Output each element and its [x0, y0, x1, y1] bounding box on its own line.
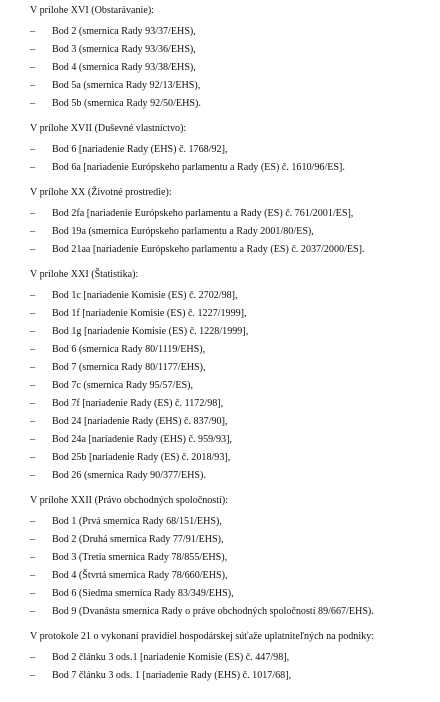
list-item-text: Bod 1 (Prvá smernica Rady 68/151/EHS),: [52, 516, 222, 527]
dash-bullet: –: [30, 244, 36, 255]
list-item-text: Bod 5b (smernica Rady 92/50/EHS).: [52, 98, 201, 109]
section-protocol-21: [0, 628, 440, 685]
dash-bullet: –: [30, 452, 36, 463]
dash-bullet: –: [30, 398, 36, 409]
list-item: [0, 359, 440, 377]
list-item: [0, 223, 440, 241]
list-item: [0, 567, 440, 585]
list-item: [0, 23, 440, 41]
list-item: [0, 305, 440, 323]
list-item-text: Bod 26 (smernica Rady 90/377/EHS).: [52, 470, 206, 481]
list-item-text: Bod 6 [nariadenie Rady (EHS) č. 1768/92],: [52, 144, 228, 155]
list-item: [0, 159, 440, 177]
section-heading: V protokole 21 o vykonaní pravidiel hospodárskej súťaže uplatniteľných na podniky:: [30, 631, 375, 642]
list-item-text: Bod 19a (smernica Európskeho parlamentu a Rady 2001/80/ES),: [52, 226, 314, 237]
list-item-text: Bod 4 (Štvrtá smernica Rady 78/660/EHS),: [52, 570, 228, 581]
dash-bullet: –: [30, 552, 36, 563]
dash-bullet: –: [30, 144, 36, 155]
list-item-text: Bod 4 (smernica Rady 93/38/EHS),: [52, 62, 196, 73]
dash-bullet: –: [30, 26, 36, 37]
list-item-text: Bod 1f [nariadenie Komisie (ES) č. 1227/1999],: [52, 308, 247, 319]
section-annex-xvi: [0, 2, 440, 120]
list-item: [0, 95, 440, 113]
list-item-text: Bod 9 (Dvanásta smernica Rady o práve obchodných spoločností 89/667/EHS).: [52, 606, 374, 617]
list-item-text: Bod 7 (smernica Rady 80/1177/EHS),: [52, 362, 206, 373]
list-item-text: Bod 6 (Siedma smernica Rady 83/349/EHS),: [52, 588, 234, 599]
list-item: [0, 41, 440, 59]
dash-bullet: –: [30, 162, 36, 173]
list-item: [0, 377, 440, 395]
dash-bullet: –: [30, 534, 36, 545]
dash-bullet: –: [30, 98, 36, 109]
list-item: [0, 413, 440, 431]
list-item-text: Bod 24 [nariadenie Rady (EHS) č. 837/90],: [52, 416, 228, 427]
section-heading: V prílohe XXII (Právo obchodných spoločností):: [30, 495, 229, 506]
list-item: [0, 287, 440, 305]
list-item-text: Bod 25b [nariadenie Rady (ES) č. 2018/93],: [52, 452, 231, 463]
dash-bullet: –: [30, 380, 36, 391]
dash-bullet: –: [30, 62, 36, 73]
section-heading: V prílohe XVI (Obstarávanie):: [30, 5, 154, 16]
list-item: [0, 649, 440, 667]
list-item: [0, 59, 440, 77]
list-item-text: Bod 6 (smernica Rady 80/1119/EHS),: [52, 344, 206, 355]
list-item-text: Bod 24a [nariadenie Rady (EHS) č. 959/93],: [52, 434, 232, 445]
list-item: [0, 513, 440, 531]
list-item-text: Bod 3 (smernica Rady 93/36/EHS),: [52, 44, 196, 55]
list-item-text: Bod 7f [nariadenie Rady (ES) č. 1172/98],: [52, 398, 224, 409]
dash-bullet: –: [30, 434, 36, 445]
dash-bullet: –: [30, 652, 36, 663]
section-heading: V prílohe XVII (Duševné vlastníctvo):: [30, 123, 187, 134]
list-item: [0, 77, 440, 95]
dash-bullet: –: [30, 44, 36, 55]
dash-bullet: –: [30, 326, 36, 337]
list-item-text: Bod 2 článku 3 ods.1 [nariadenie Komisie (ES) č. 447/98],: [52, 652, 290, 663]
dash-bullet: –: [30, 362, 36, 373]
list-item-text: Bod 2 (Druhá smernica Rady 77/91/EHS),: [52, 534, 224, 545]
dash-bullet: –: [30, 606, 36, 617]
list-item: [0, 603, 440, 621]
list-item: [0, 449, 440, 467]
list-item: [0, 585, 440, 603]
dash-bullet: –: [30, 208, 36, 219]
dash-bullet: –: [30, 308, 36, 319]
list-item-text: Bod 1c [nariadenie Komisie (ES) č. 2702/98],: [52, 290, 238, 301]
dash-bullet: –: [30, 570, 36, 581]
dash-bullet: –: [30, 290, 36, 301]
dash-bullet: –: [30, 80, 36, 91]
dash-bullet: –: [30, 344, 36, 355]
section-annex-xx: [0, 184, 440, 266]
list-item: [0, 467, 440, 485]
dash-bullet: –: [30, 670, 36, 681]
dash-bullet: –: [30, 516, 36, 527]
list-item-text: Bod 5a (smernica Rady 92/13/EHS),: [52, 80, 201, 91]
list-item: [0, 667, 440, 685]
list-item-text: Bod 21aa [nariadenie Európskeho parlamentu a Rady (ES) č. 2037/2000/ES].: [52, 244, 365, 255]
list-item-text: Bod 2fa [nariadenie Európskeho parlamentu a Rady (ES) č. 761/2001/ES],: [52, 208, 354, 219]
list-item: [0, 531, 440, 549]
dash-bullet: –: [30, 416, 36, 427]
section-annex-xvii: [0, 120, 440, 184]
list-item: [0, 549, 440, 567]
list-item-text: Bod 3 (Tretia smernica Rady 78/855/EHS),: [52, 552, 228, 563]
list-item-text: Bod 6a [nariadenie Európskeho parlamentu a Rady (ES) č. 1610/96/ES].: [52, 162, 345, 173]
list-item-text: Bod 7 článku 3 ods. 1 [nariadenie Rady (EHS) č. 1017/68],: [52, 670, 292, 681]
list-item: [0, 323, 440, 341]
list-item: [0, 205, 440, 223]
section-heading: V prílohe XX (Životné prostredie):: [30, 187, 172, 198]
section-annex-xxi: [0, 266, 440, 492]
list-item: [0, 395, 440, 413]
section-heading: V prílohe XXI (Štatistika):: [30, 269, 139, 280]
list-item: [0, 241, 440, 259]
dash-bullet: –: [30, 226, 36, 237]
list-item: [0, 341, 440, 359]
list-item-text: Bod 7c (smernica Rady 95/57/ES),: [52, 380, 194, 391]
section-annex-xxii: [0, 492, 440, 628]
dash-bullet: –: [30, 588, 36, 599]
list-item: [0, 431, 440, 449]
list-item: [0, 141, 440, 159]
list-item-text: Bod 1g [nariadenie Komisie (ES) č. 1228/1999],: [52, 326, 249, 337]
dash-bullet: –: [30, 470, 36, 481]
list-item-text: Bod 2 (smernica Rady 93/37/EHS),: [52, 26, 196, 37]
